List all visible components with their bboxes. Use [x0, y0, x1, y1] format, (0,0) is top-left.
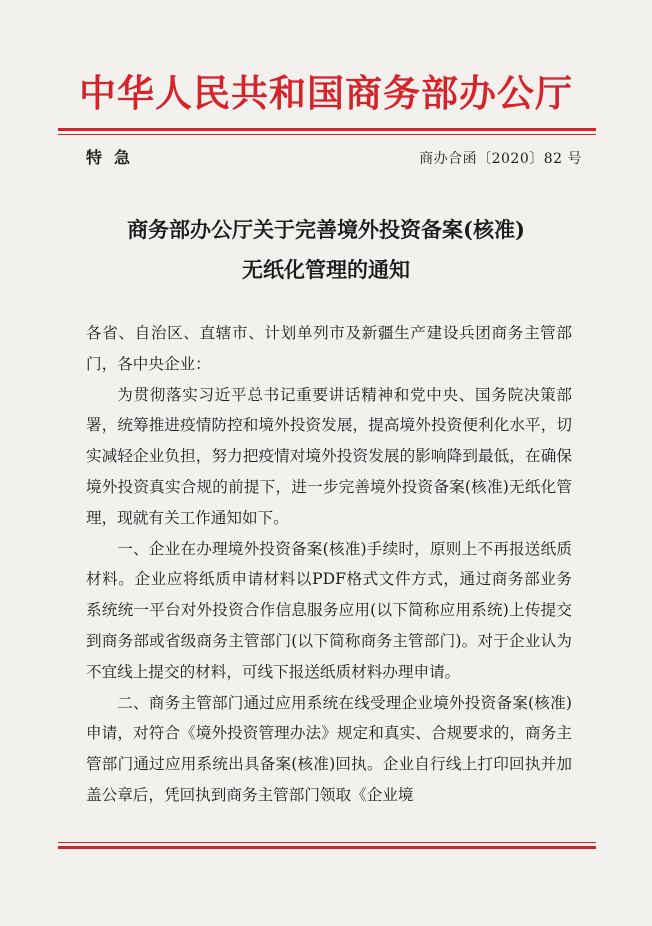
footer-rule-thick	[58, 846, 596, 849]
footer-rule-thin	[58, 842, 596, 843]
document-number: 商办合函〔2020〕82 号	[419, 151, 582, 167]
body-paragraph: 二、商务主管部门通过应用系统在线受理企业境外投资备案(核准)申请，对符合《境外投资管理办法》规定和真实、合规要求的，商务主管部门通过应用系统出具备案(核准)回执。企业自行线上打印回执并加盖公章后，凭回执到商务主管部门领取《企业境	[86, 693, 572, 804]
letterhead-org-name: 中华人民共和国商务部办公厅	[79, 72, 573, 115]
document-body	[86, 318, 572, 811]
urgency-label: 特急	[86, 148, 143, 167]
document-title-line-2: 无纸化管理的通知	[242, 257, 410, 282]
letterhead-rule-thin	[58, 134, 596, 135]
body-paragraph: 为贯彻落实习近平总书记重要讲话精神和党中央、国务院决策部署，统筹推进疫情防控和境外投资发展，提高境外投资便利化水平，切实减轻企业负担，努力把疫情对境外投资发展的影响降到最低，在确保境外投资真实合规的前提下，进一步完善境外投资备案(核准)无纸化管理，现就有关工作通知如下。	[86, 385, 572, 527]
body-paragraph: 一、企业在办理境外投资备案(核准)手续时，原则上不再报送纸质材料。企业应将纸质申请材料以PDF格式文件方式，通过商务部业务系统统一平台对外投资合作信息服务应用(以下简称应用系统)上传提交到商务部或省级商务主管部门(以下简称商务主管部门)。对于企业认为不宜线上提交的材料，可线下报送纸质材料办理申请。	[86, 539, 572, 681]
salutation: 各省、自治区、直辖市、计划单列市及新疆生产建设兵团商务主管部门，各中央企业：	[86, 324, 572, 373]
letterhead-rule-thick	[58, 128, 596, 131]
document-title-line-1: 商务部办公厅关于完善境外投资备案(核准)	[127, 217, 525, 242]
